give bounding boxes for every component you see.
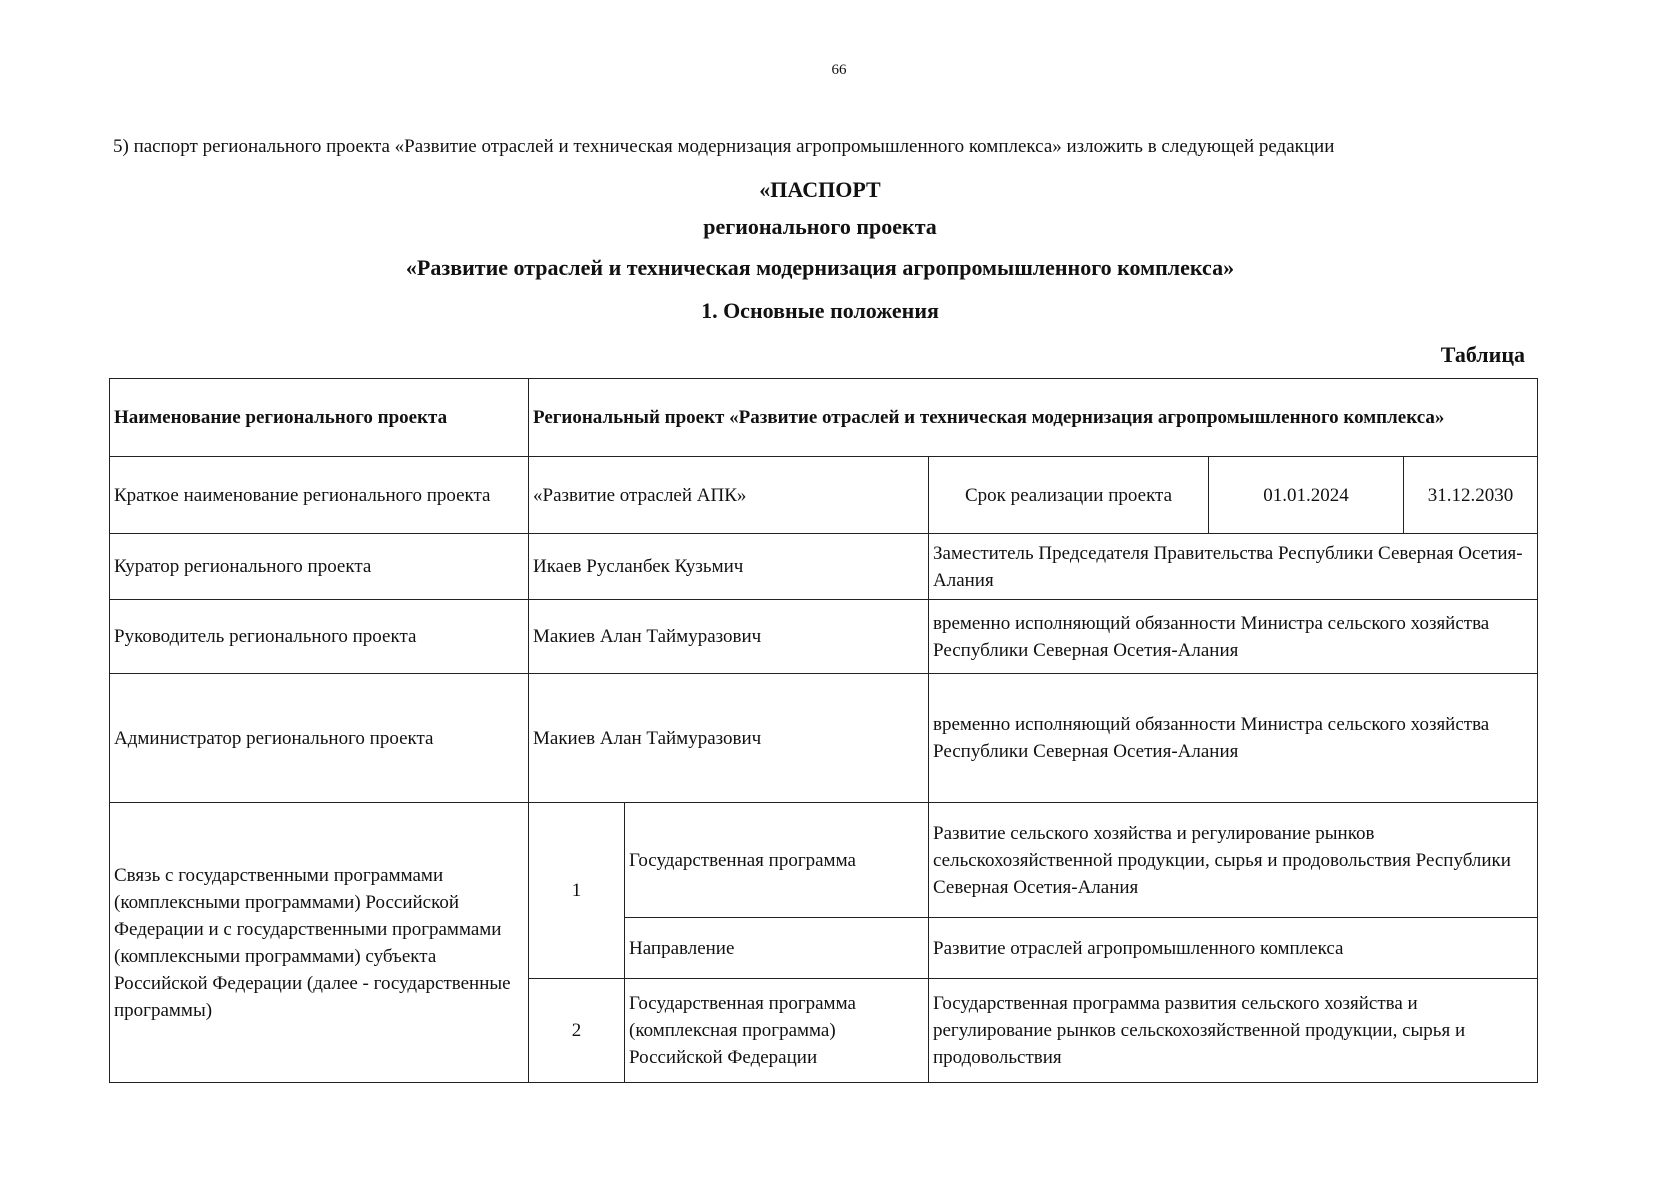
- link-number-1: 1: [529, 803, 625, 979]
- table-row: [110, 803, 1538, 918]
- curator-position: Заместитель Председателя Правительства Республики Северная Осетия-Алания: [929, 534, 1538, 600]
- link-number-2: 2: [529, 979, 625, 1083]
- link-1-type-2: Направление: [625, 918, 929, 979]
- link-label: Связь с государственными программами (комплексными программами) Российской Федерации и с государственными программами (комплексными программами) субъекта Российской Федерации (далее - государственные программы): [110, 803, 529, 1083]
- table-caption: Таблица: [1440, 342, 1525, 367]
- curator-name: Икаев Русланбек Кузьмич: [529, 534, 929, 600]
- table-row: [110, 674, 1538, 803]
- passport-table: [109, 378, 1538, 1083]
- table-row: [110, 534, 1538, 600]
- admin-label: Администратор регионального проекта: [110, 674, 529, 803]
- passport-subheading: регионального проекта: [703, 214, 937, 239]
- head-name: Макиев Алан Таймуразович: [529, 600, 929, 674]
- link-1-value-1: Развитие сельского хозяйства и регулирование рынков сельскохозяйственной продукции, сырья и продовольствия Республики Северная Осетия-Алания: [929, 803, 1538, 918]
- short-name-value: «Развитие отраслей АПК»: [529, 457, 929, 534]
- passport-heading: «ПАСПОРТ: [759, 177, 881, 202]
- period-start: 01.01.2024: [1209, 457, 1404, 534]
- section-title: 1. Основные положения: [701, 298, 939, 323]
- curator-label: Куратор регионального проекта: [110, 534, 529, 600]
- link-2-type-1: Государственная программа (комплексная программа) Российской Федерации: [625, 979, 929, 1083]
- table-row: [110, 457, 1538, 534]
- period-label: Срок реализации проекта: [929, 457, 1209, 534]
- admin-name: Макиев Алан Таймуразович: [529, 674, 929, 803]
- head-label: Руководитель регионального проекта: [110, 600, 529, 674]
- page-number: 66: [831, 62, 847, 78]
- project-title: «Развитие отраслей и техническая модернизация агропромышленного комплекса»: [405, 255, 1235, 280]
- table-row: [110, 379, 1538, 457]
- name-value: Региональный проект «Развитие отраслей и техническая модернизация агропромышленного комплекса»: [529, 379, 1538, 457]
- period-end: 31.12.2030: [1404, 457, 1538, 534]
- short-name-label: Краткое наименование регионального проекта: [110, 457, 529, 534]
- intro-text: 5) паспорт регионального проекта «Развитие отраслей и техническая модернизация агропромышленного комплекса» изложить в следующей редакции: [113, 136, 1335, 157]
- table-row: [110, 600, 1538, 674]
- name-label: Наименование регионального проекта: [110, 379, 529, 457]
- link-1-value-2: Развитие отраслей агропромышленного комплекса: [929, 918, 1538, 979]
- link-2-value-1: Государственная программа развития сельского хозяйства и регулирование рынков сельскохозяйственной продукции, сырья и продовольствия: [929, 979, 1538, 1083]
- admin-position: временно исполняющий обязанности Министра сельского хозяйства Республики Северная Осетия-Алания: [929, 674, 1538, 803]
- head-position: временно исполняющий обязанности Министра сельского хозяйства Республики Северная Осетия-Алания: [929, 600, 1538, 674]
- link-1-type-1: Государственная программа: [625, 803, 929, 918]
